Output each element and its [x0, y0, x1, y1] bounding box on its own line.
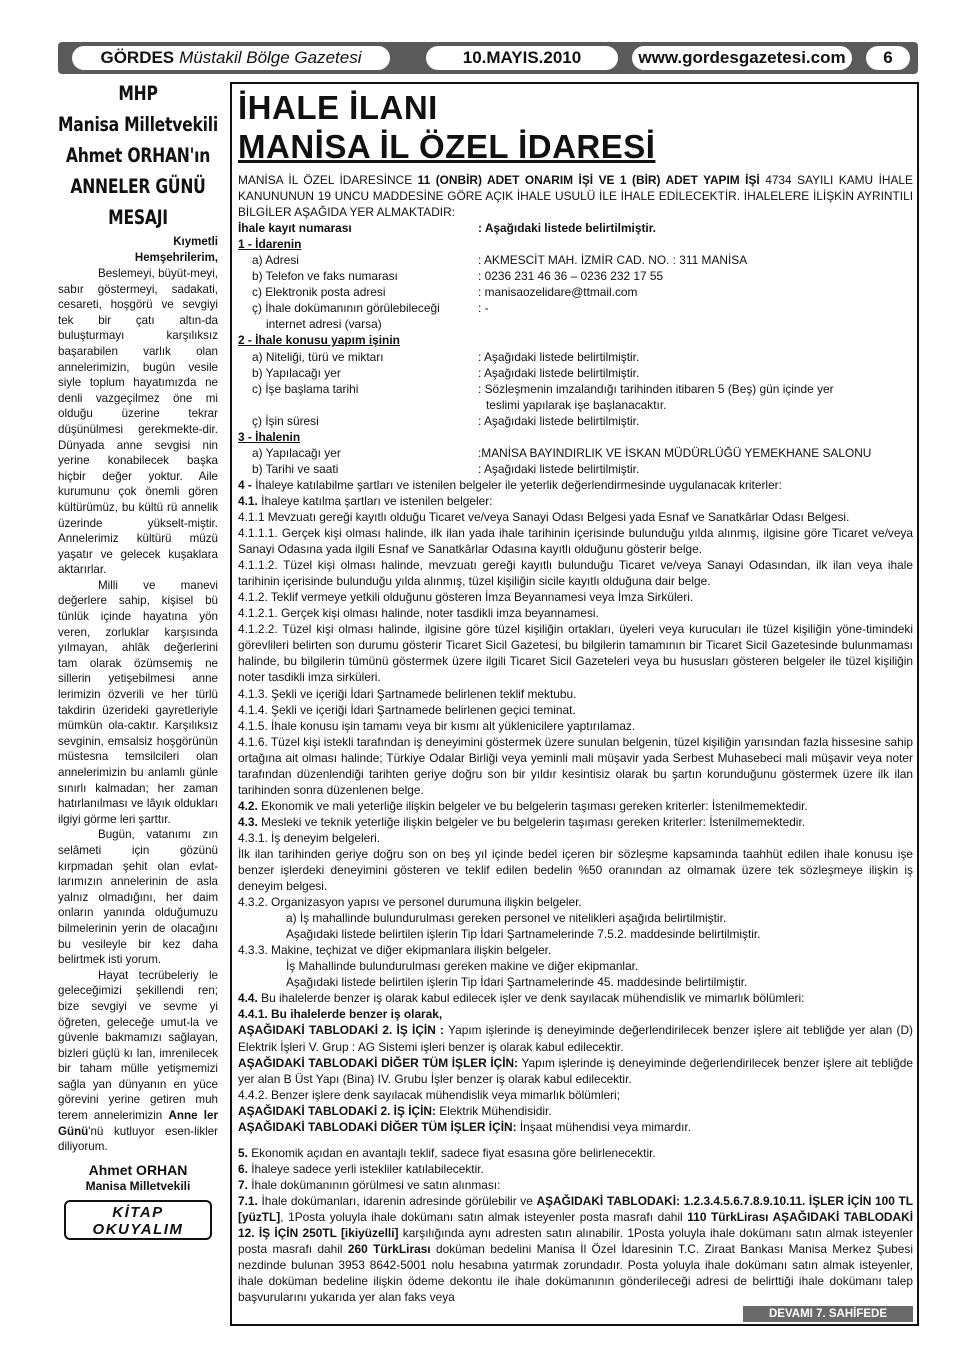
- info-row: [238, 284, 913, 300]
- clause-text: doküman bedelini Manisa İl Özel İdaresinin T.C. Ziraat Bankası Manisa Merkez Şubesi nezdinde bulunan 3953 8642-5001 nolu hesabına yatırmak zorundadır. Posta yoluyla ihale dokümanı satın almak isteyenler, ihale doküman bedeline ilişkin ödeme dekontu ile ihale dokümanının gönderileceği adresi de belirttiği ihale dokümanı talep başvurularını yukarıda yer alan faks veya: [238, 1242, 913, 1305]
- notice-title: İHALE İLANI: [238, 89, 438, 126]
- email-value[interactable]: : manisaozelidare@ttmail.com: [478, 285, 638, 300]
- message-body: [58, 266, 218, 1155]
- greeting-line: Kıymetli: [173, 236, 218, 248]
- row-value: : Aşağıdaki listede belirtilmiştir.: [478, 221, 656, 236]
- headline-line: ANNELER GÜNÜ: [70, 175, 206, 198]
- masthead-bar: [58, 42, 918, 74]
- info-row: [238, 381, 913, 397]
- bold-text: AŞAĞIDAKİ TABLODAKİ DİĞER TÜM İŞLER İÇİN:: [238, 1055, 519, 1070]
- notice-content: [238, 172, 913, 1305]
- bold-text: AŞAĞIDAKİ TABLODAKİ DİĞER TÜM İŞLER İÇİN:: [238, 1119, 517, 1134]
- clause-number: 4.3.: [238, 814, 258, 829]
- headline-line: Manisa Milletvekili: [58, 113, 218, 136]
- info-row: [238, 300, 913, 316]
- message-paragraph: [58, 968, 218, 1155]
- clause-7: [238, 1177, 913, 1193]
- clause-4-4-2: 4.4.2. Benzer işlere denk sayılacak mühendislik veya mimarlık bölümleri;: [238, 1087, 620, 1102]
- row-key: b) Telefon ve faks numarası: [252, 269, 398, 284]
- clause-4-1-1: 4.1.1 Mevzuatı gereği kayıtlı olduğu Ticaret ve/veya Sanayi Odası Belgesi yada Esnaf ve Sanatkârlar Odası Belgesi.: [238, 509, 850, 524]
- clause-text: Yapım işlerinde iş deneyiminde değerlendirilecek benzer işlere ait tebliğde yer alan (D) Elektrik İşleri V. Grup : AG Sistemi işleri benzer iş olarak kabul edilecektir.: [238, 1023, 913, 1054]
- clause-text: İhaleye katılma şartları ve istenilen belgeler:: [257, 493, 493, 508]
- info-row: [238, 445, 913, 461]
- clause-text: Yapım işlerinde iş deneyiminde değerlendirilecek benzer işlere ait tebliğde yer alan B Üst Yapı (Bina) IV. Grubu İşler benzer iş olarak kabul edilecektir.: [238, 1055, 913, 1086]
- clause-4-3-2-b: Aşağıdaki listede belirtilen işlerin Tip İdari Şartnamelerinde 7.5.2. maddesinde belirtilmiştir.: [286, 927, 761, 942]
- bold-text: 260 TürkLirası: [347, 1242, 431, 1257]
- clause-4-1-5: 4.1.5. İhale konusu işin tamamı veya bir kısmı alt yüklenicilere yaptırılamaz.: [238, 718, 636, 733]
- message-paragraph: Milli ve manevi değerlere sahip, kişisel bü tünlük içinde hayatına yön veren, zorluklar karşısında yılmayan, ahlâk değerlerini tam olarak özümsemiş ne sillerin yetişebilmesi anne lerimizin özverili ve her türlü takdirin üzerideki gayretleriyle mümkün ola-caktır. Karşılıksız sevginin, emsalsiz hoşgörünün müstesna temsilcileri olan annelerimizin bu anlamlı günle sınırlı kalmadan; her zaman hatırlanılması ve lâyık oldukları ilgiyi görme leri şarttır.: [58, 578, 218, 826]
- info-row: [238, 461, 913, 477]
- clause-4-3-2: 4.3.2. Organizasyon yapısı ve personel durumuna ilişkin belgeler.: [238, 895, 582, 910]
- clause-number: 7.: [238, 1177, 248, 1192]
- read-books-badge: [64, 1200, 212, 1240]
- clause-4-3-1: 4.3.1. İş deneyim belgeleri.: [238, 830, 381, 845]
- bold-text: 110 TürkLirası AŞAĞIDAKİ TABLODAKİ 12. İŞ İÇİN 250TL [ikiyüzelli]: [238, 1210, 914, 1241]
- info-row: [238, 365, 913, 381]
- clause-4-3-3-b: Aşağıdaki listede belirtilen işlerin Tip İdari Şartnamelerinde 45. maddesinde belirtilmiştir.: [286, 975, 748, 990]
- row-key: c) Elektronik posta adresi: [252, 285, 386, 300]
- clause-4-1-6: 4.1.6. Tüzel kişi istekli tarafından iş deneyimini göstermek üzere sunulan belgenin, tüzel kişiliğin yarısından fazla hissesine sahip ortağına ait olması halinde; Türkiye Odalar Birliği veya yeminli mali müşavir yada Serbest Muhasebeci mali müşavir veya noter tarafından düzenlendiği tarihten geriye doğru son bir yıldır kesintisiz olarak bu şartın korunduğunu göstermek üzere ilk ilan tarihinden sonra düzenlenen belge.: [238, 734, 913, 797]
- section-heading: 2 - İhale konusu yapım işinin: [238, 333, 400, 348]
- text: MANİSA İL ÖZEL İDARESİNCE: [238, 173, 418, 187]
- clause-4-1-4: 4.1.4. Şekli ve içeriği İdari Şartnamede belirlenen geçici teminat.: [238, 702, 576, 717]
- clause-4: [238, 477, 913, 493]
- badge-line: OKUYALIM: [92, 1220, 184, 1238]
- clause-4-3: [238, 814, 913, 830]
- row-key: b) Tarihi ve saati: [252, 461, 339, 476]
- clause-text: İhaleye sadece yerli istekliler katılabilecektir.: [247, 1161, 484, 1176]
- section-heading: 3 - İhalenin: [238, 429, 301, 444]
- headline-line: Ahmet ORHAN'ın: [65, 144, 211, 167]
- engineering-item-2: [238, 1103, 913, 1119]
- clause-4-4: [238, 990, 913, 1006]
- clause-text: karşılığında aynı adresten satın alınabilir. 1Posta yoluyla ihale dokümanı satın almak isteyenler posta masrafı dahil: [238, 1226, 913, 1257]
- similar-work-item-2: [238, 1022, 913, 1054]
- paper-subtitle: Müstakil Bölge Gazetesi: [179, 48, 362, 67]
- continued-on-page-7-banner: DEVAMI 7. SAHİFEDE: [743, 1306, 913, 1322]
- paragraph-text: 'nü kutluyor esen-likler diliyorum.: [58, 1124, 218, 1154]
- clause-4-1-1-2: 4.1.1.2. Tüzel kişi olması halinde, mevzuatı gereği kayıtlı bulunduğu Ticaret ve/veya Sanayi Odasından, ilk ilan veya ihale tarihinin içerisinde bulunduğu yılda alınmış, tüzel kişiliğin sicile kayıtlı olduğuna dair belge.: [238, 558, 913, 589]
- bold-text: 11 (ONBİR) ADET ONARIM İŞİ VE 1 (BİR) ADET YAPIM İŞİ: [417, 173, 760, 187]
- row-key: ç) İhale dokümanının görülebileceği: [252, 301, 440, 316]
- message-paragraph: Bugün, vatanımı zın selâmeti için gözünü kırpmadan şehit olan evlat-larımızın annelerinin de asla yalnız olmadığını, her daim onların yanında olduğumuzu bilmelerinin yerin de olacağını bu vesileyle bir kez daha belirtmek isti yorum.: [58, 828, 218, 967]
- clause-number: 4.2.: [238, 798, 258, 813]
- message-paragraph: Beslemeyi, büyüt-meyi, sabır göstermeyi, sadakati, cesareti, hoşgörü ve sevgiyi tek bir çatı altın-da buluşturmayı karşılıksız başarabilen varlık olan annelerimizin, bugün vesile siyle toplum hayatımızda ne denli vazgeçilmez öne mi olduğu üzerine tekrar düşünülmesi gerekmekte-dir. Dünyada anne sevgisi nin yerine konabilecek başka hiçbir değer yoktur. Aile kurumunu çok önemli gören kültürümüz, bu kültü rü annelik üzerinde yükselt-miştir. Annelerimiz kültürü müzü yaşatır ve gelecek kuşaklara aktarırlar.: [58, 267, 218, 577]
- clause-4-1-2-2: 4.1.2.2. Tüzel kişi olması halinde, ilgisine göre tüzel kişiliğin ortakları, üyeleri veya kurucuları ile tüzel kişiliğin yöne-timindeki görevlileri belirten son durumu gösterir Ticaret Sicil Gazetesi, bu bilgilerin tamamının bir Ticaret Sicil Gazetesinde bulunmaması halinde, bu bilgilerin tümünü göstermek üzere ilgili Ticaret Sicil Gazeteleri veya bu hususları gösteren belgeler ile tüzel kişiliğin noter tasdikli imza sirküleri.: [238, 622, 913, 685]
- similar-work-other: [238, 1055, 913, 1087]
- row-key: a) Niteliği, türü ve miktarı: [252, 349, 384, 364]
- clause-text: Bu ihalelerde benzer iş olarak kabul edilecek işler ve denk sayılacak mühendislik ve mimarlık bölümleri:: [257, 991, 805, 1006]
- clause-7-1: [238, 1193, 913, 1305]
- mothers-day-message-column: [58, 78, 218, 1326]
- clause-4-1: [238, 493, 913, 509]
- clause-text: Mesleki ve teknik yeterliğe ilişkin belgeler ve bu belgelerin taşıması gereken kriterler: İstenilmemektedir.: [257, 814, 806, 829]
- clause-text: İhale dokümanının görülmesi ve satın alınması:: [247, 1177, 501, 1192]
- clause-text: Ekonomik ve mali yeterliğe ilişkin belgeler ve bu belgelerin taşıması gereken kriterler: İstenilmemektedir.: [257, 798, 808, 813]
- badge-line: KİTAP: [112, 1203, 164, 1221]
- clause-text: İhaleye katılabilme şartları ve istenilen belgeler ile yeterlik değerlendirmesinde uygulanacak kriterler:: [251, 477, 782, 492]
- greeting: [58, 235, 218, 266]
- registration-row: [238, 220, 913, 236]
- clause-number: 4.1.: [238, 493, 258, 508]
- paper-name-pill: [72, 46, 390, 70]
- clause-4-1-3: 4.1.3. Şekli ve içeriği İdari Şartnamede belirlenen teklif mektubu.: [238, 686, 577, 701]
- paper-name: GÖRDES: [100, 48, 175, 67]
- clause-text: İnşaat mühendisi veya mimardır.: [516, 1119, 692, 1134]
- clause-text: Ekonomik açıdan en avantajlı teklif, sadece fiyat esasına göre belirlenecektir.: [247, 1145, 656, 1160]
- headline-line: MESAJI: [108, 206, 168, 229]
- info-row: [238, 349, 913, 365]
- bold-phrase: Anne ler Günü: [58, 1109, 218, 1138]
- row-value: : Aşağıdaki listede belirtilmiştir.: [478, 461, 640, 476]
- bold-text: AŞAĞIDAKİ TABLODAKİ 2. İŞ İÇİN:: [238, 1103, 436, 1118]
- headline-line: MHP: [118, 82, 158, 105]
- issue-date: 10.MAYIS.2010: [426, 46, 618, 70]
- clause-number: 4 -: [238, 477, 252, 492]
- row-continuation: internet adresi (varsa): [266, 317, 382, 332]
- clause-text: Elektrik Mühendisidir.: [435, 1103, 552, 1118]
- signature-name: Ahmet ORHAN: [88, 1161, 188, 1178]
- bold-text: AŞAĞIDAKİ TABLODAKİ 2. İŞ İÇİN :: [238, 1023, 445, 1038]
- info-row: [238, 413, 913, 429]
- notice-authority: MANİSA İL ÖZEL İDARESİ: [238, 128, 656, 165]
- clause-4-3-3: 4.3.3. Makine, teçhizat ve diğer ekipmanlara ilişkin belgeler.: [238, 943, 552, 958]
- clause-4-1-2: 4.1.2. Teklif vermeye yetkili olduğunu gösteren İmza Beyannamesi veya İmza Sirküleri.: [238, 590, 694, 605]
- page-number: 6: [866, 46, 910, 70]
- row-value: : Aşağıdaki listede belirtilmiştir.: [478, 365, 640, 380]
- clause-4-3-3-a: İş Mahallinde bulundurulması gereken makine ve diğer ekipmanlar.: [286, 959, 639, 974]
- signature-title: Manisa Milletvekili: [85, 1178, 191, 1193]
- clause-number: 4.4.: [238, 991, 258, 1006]
- clause-5: [238, 1145, 913, 1161]
- row-key: c) İşe başlama tarihi: [252, 381, 359, 396]
- row-key: İhale kayıt numarası: [238, 221, 352, 236]
- engineering-other: [238, 1119, 913, 1135]
- paragraph-text: Hayat tecrübeleriy le geleceğimizi şekillendi ren; bize sevgiyi ve sevme yi öğreten, geleceğe umut-la ve güvenle bakmamızı sağlayan, bizleri güçlü kı lan, imrenilecek bir taham mülle yetişmemizi sağla yan dünyanın en yüce görevini yerine getiren muh terem annelerimizin: [58, 968, 218, 1123]
- clause-number: 6.: [238, 1161, 248, 1176]
- row-value: : Aşağıdaki listede belirtilmiştir.: [478, 349, 640, 364]
- section-heading: 1 - İdarenin: [238, 237, 302, 252]
- clause-number: 5.: [238, 1145, 248, 1160]
- row-value: : Sözleşmenin imzalandığı tarihinden itibaren 5 (Beş) gün içinde yer: [478, 381, 834, 396]
- clause-4-2: [238, 798, 913, 814]
- tender-notice-box: [230, 82, 919, 1326]
- info-row: [238, 252, 913, 268]
- clause-4-1-2-1: 4.1.2.1. Gerçek kişi olması halinde, noter tasdikli imza beyannamesi.: [238, 606, 599, 621]
- row-value: : Aşağıdaki listede belirtilmiştir.: [478, 413, 640, 428]
- clause-text: İhale dokümanları, idarenin adresinde görülebilir ve: [257, 1193, 537, 1208]
- clause-4-4-1: 4.4.1. Bu ihalelerde benzer iş olarak,: [238, 1007, 443, 1022]
- text: 4734 SAYILI KAMU İHALE KANUNUNUN 19 UNCU MADDESİNE GÖRE AÇIK İHALE USULÜ İLE İHALE EDİLECEKTİR. İHALELERE İLİŞKİN AYRINTILI BİLGİLER AŞAĞIDA YER ALMAKTADIR:: [238, 173, 913, 220]
- info-row: [238, 268, 913, 284]
- intro-paragraph: [238, 172, 913, 220]
- row-value: : AKMESCİT MAH. İZMİR CAD. NO. : 311 MANİSA: [478, 253, 748, 268]
- bold-text: AŞAĞIDAKİ TABLODAKİ: 1.2.3.4.5.6.7.8.9.10.11. İŞLER İÇİN 100 TL [yüzTL]: [238, 1193, 913, 1224]
- row-key: b) Yapılacağı yer: [252, 365, 341, 380]
- clause-4-3-2-a: a) İş mahallinde bulundurulması gereken personel ve nitelikleri aşağıda belirtilmiştir.: [286, 911, 727, 926]
- row-value: : -: [478, 301, 489, 316]
- clause-text: , 1Posta yoluyla ihale dokümanı satın almak isteyenler posta masrafı dahil: [280, 1210, 688, 1224]
- row-key: a) Yapılacağı yer: [252, 445, 341, 460]
- clause-number: 7.1.: [238, 1193, 258, 1208]
- clause-4-3-1-text: İlk ilan tarihinden geriye doğru son on beş yıl içinde bedel içeren bir sözleşme kapsamında taahhüt edilen ihale konusu işe benzer işlerdeki deneyimini gösteren ve teklif edilen bedelin %50 oranından az olmamak üzere tek sözleşmeye ilişkin iş deneyim belgesi.: [238, 846, 913, 894]
- row-key: a) Adresi: [252, 253, 299, 268]
- greeting-line: Hemşehrilerim,: [134, 251, 218, 264]
- row-continuation: teslimi yapılarak işe başlanacaktır.: [486, 397, 667, 412]
- row-value: : 0236 231 46 36 – 0236 232 17 55: [478, 269, 664, 284]
- clause-4-1-1-1: 4.1.1.1. Gerçek kişi olması halinde, ilk ilan yada ihale tarihinin içerisinde bulunduğu yılda alınmış, ilgisine göre Ticaret ve/veya Sanayi Odasına yada ilgili Esnaf ve Sanatkârlar Odasına kayıtlı olduğunu gösterir belge.: [238, 526, 913, 557]
- row-key: ç) İşin süresi: [252, 413, 319, 428]
- signature: [58, 1161, 218, 1194]
- row-value: :MANİSA BAYINDIRLIK VE İSKAN MÜDÜRLÜĞÜ YEMEKHANE SALONU: [478, 445, 872, 460]
- message-headline: [58, 78, 218, 233]
- website-link[interactable]: www.gordesgazetesi.com: [632, 46, 852, 70]
- clause-6: [238, 1161, 913, 1177]
